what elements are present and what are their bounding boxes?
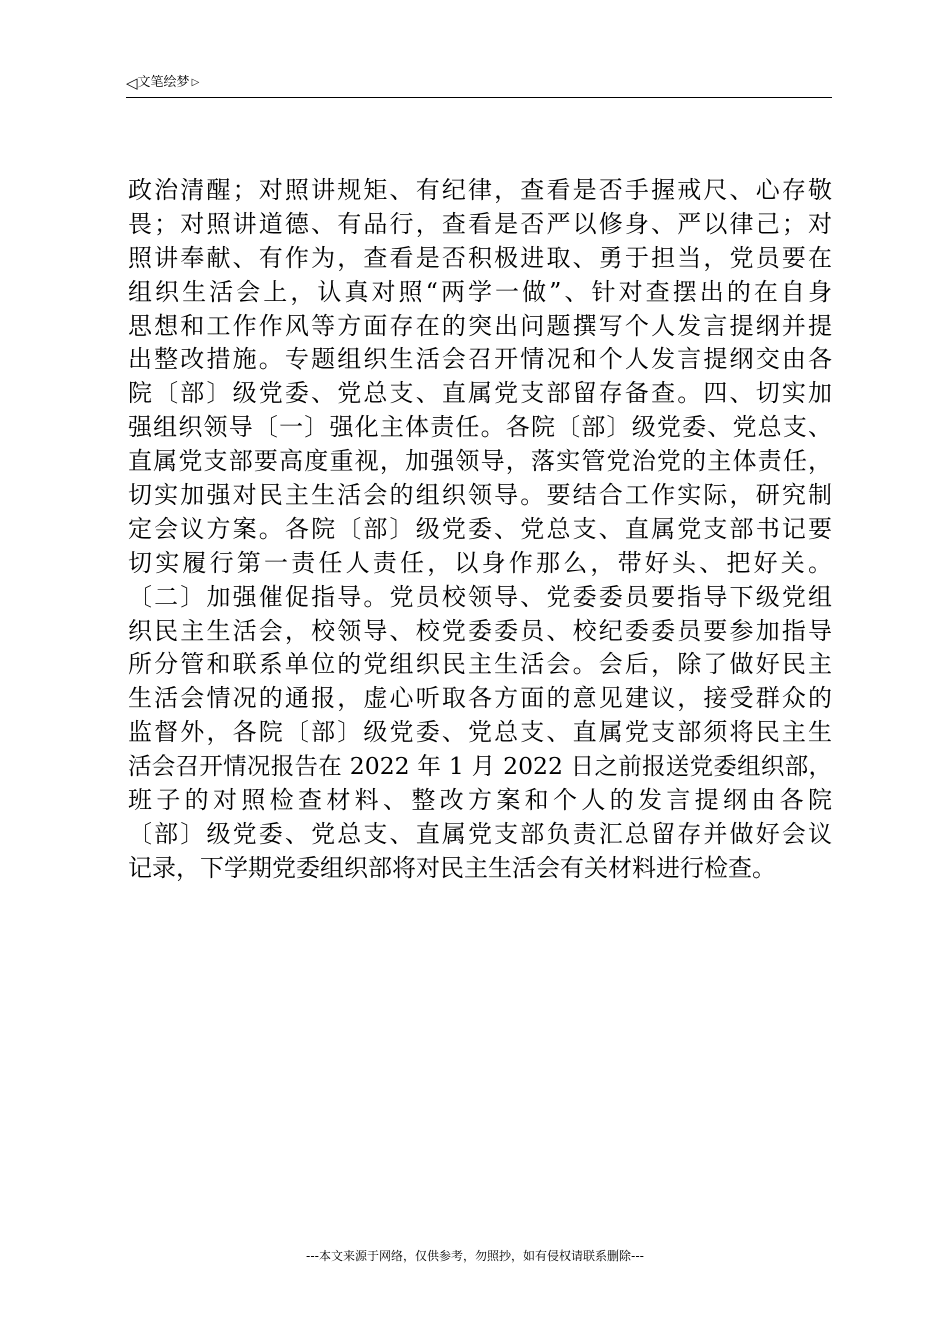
- body-line: 〔部〕级党委、党总支、直属党支部负责汇总留存并做好会议: [128, 819, 832, 848]
- body-line: 所分管和联系单位的党组织民主生活会。会后，除了做好民主: [128, 650, 832, 679]
- body-line: 畏；对照讲道德、有品行，查看是否严以修身、严以律己；对: [128, 209, 832, 238]
- body-line: 强组织领导〔一〕强化主体责任。各院〔部〕级党委、党总支、: [128, 413, 832, 442]
- right-triangle-icon: ▷: [191, 77, 200, 88]
- header-title: 文笔绘梦: [137, 75, 190, 90]
- body-line: 切实履行第一责任人责任，以身作那么，带好头、把好关。: [128, 548, 832, 577]
- body-line: 监督外，各院〔部〕级党委、党总支、直属党支部须将民主生: [128, 718, 832, 747]
- footer-disclaimer: ---本文来源于网络，仅供参考，勿照抄，如有侵权请联系删除---: [306, 1249, 644, 1263]
- body-line: 组织生活会上，认真对照“两学一做”、针对查摆出的在自身: [128, 277, 832, 306]
- body-line: 切实加强对民主生活会的组织领导。要结合工作实际，研究制: [128, 481, 832, 510]
- body-line: 生活会情况的通报，虚心听取各方面的意见建议，接受群众的: [128, 684, 832, 713]
- header-divider: [126, 97, 832, 98]
- body-line: 班子的对照检查材料、整改方案和个人的发言提纲由各院: [128, 786, 832, 815]
- body-line: 记录，下学期党委组织部将对民主生活会有关材料进行检查。: [128, 853, 776, 882]
- body-line: 〔二〕加强催促指导。党员校领导、党委委员要指导下级党组: [128, 582, 832, 611]
- body-line: 出整改措施。专题组织生活会召开情况和个人发言提纲交由各: [128, 345, 832, 374]
- body-line: 照讲奉献、有作为，查看是否积极进取、勇于担当，党员要在: [128, 243, 832, 272]
- body-line: 政治清醒；对照讲规矩、有纪律，查看是否手握戒尺、心存敬: [128, 176, 832, 204]
- document-body: [128, 174, 832, 886]
- body-line: 思想和工作作风等方面存在的突出问题撰写个人发言提纲并提: [128, 311, 832, 340]
- left-triangle-icon: ◁: [126, 74, 138, 92]
- body-line: 活会召开情况报告在 2022 年 1 月 2022 日之前报送党委组织部，: [128, 752, 832, 781]
- body-line: 直属党支部要高度重视，加强领导，落实管党治党的主体责任，: [128, 447, 832, 476]
- body-line: 定会议方案。各院〔部〕级党委、党总支、直属党支部书记要: [128, 514, 832, 543]
- body-line: 院〔部〕级党委、党总支、直属党支部留存备查。四、切实加: [128, 379, 832, 408]
- page-header: [126, 74, 199, 92]
- body-line: 织民主生活会，校领导、校党委委员、校纪委委员要参加指导: [128, 616, 832, 645]
